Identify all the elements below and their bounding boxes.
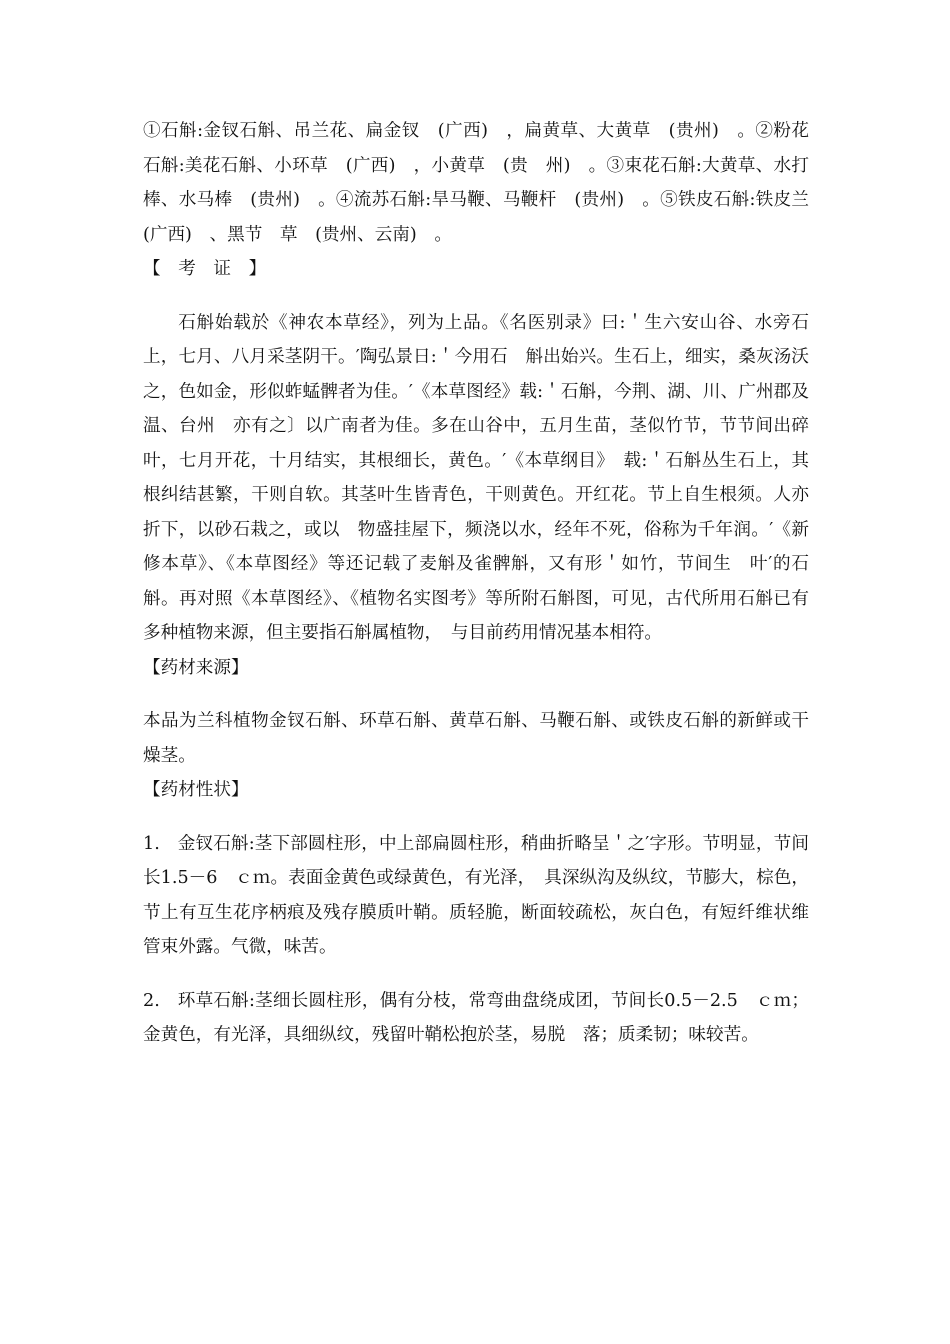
document-page bbox=[143, 114, 827, 1053]
traits-heading: 【药材性状】 bbox=[143, 780, 249, 800]
kaozheng-heading: 【 考 证 】 bbox=[143, 259, 267, 279]
traits-item-2: 2. 环草石斛:茎细长圆柱形，偶有分枝，常弯曲盘绕成团，节间长0.5－2.5 ｃｍ；金黄色，有光泽，具细纵纹，残留叶鞘松抱於茎，易脱 落；质柔韧；味较苦。 bbox=[143, 990, 809, 1045]
kaozheng-paragraph: 石斛始载於《神农本草经》，列为上品。《名医别录》曰:＇生六安山谷、水旁石上，七月、八月采茎阴干。′陶弘景日:＇今用石 斛出始兴。生石上，细实，桑灰汤沃之，色如金，形似蚱蜢髀者为佳。′《本草图经》载:＇石斛，今荆、湖、川、广州郡及温、台州 亦有之〕以广南者为佳。多在山谷中，五月生苗，茎似竹节，节节间出碎叶，七月开花，十月结实，其根细长，黄色。′《本草纲目》 载:＇石斛丛生石上，其根纠结甚繁，干则自软。其茎叶生皆青色，干则黄色。开红花。节上自生根须。人亦折下，以砂石栽之，或以 物盛挂屋下，频浇以水，经年不死，俗称为千年润。′《新修本草》、《本草图经》等还记载了麦斛及雀髀斛，又有形＇如竹，节间生 叶′的石斛。再对照《本草图经》、《植物名实图考》等所附石斛图，可见，古代所用石斛已有多种植物来源，但主要指石斛属植物， 与目前药用情况基本相符。 bbox=[143, 312, 809, 643]
aliases-paragraph: ①石斛:金钗石斛、吊兰花、扁金钗 (广西) ，扁黄草、大黄草 (贵州) 。②粉花石斛:美花石斛、小环草 (广西) ，小黄草 (贵 州) 。③束花石斛:大黄草、水打棒、水马棒 (贵州) 。④流苏石斛:旱马鞭、马鞭杆 (贵州) 。⑤铁皮石斛:铁皮兰 (广西) 、黑节 草 (贵州、云南) 。 bbox=[143, 121, 827, 245]
source-paragraph: 本品为兰科植物金钗石斛、环草石斛、黄草石斛、马鞭石斛、或铁皮石斛的新鲜或干燥茎。 bbox=[143, 711, 809, 766]
source-heading: 【药材来源】 bbox=[143, 657, 249, 678]
traits-item-1: 1. 金钗石斛:茎下部圆柱形，中上部扁圆柱形，稍曲折略呈＇之′字形。节明显，节间长1.5－6 ｃｍ。表面金黄色或绿黄色，有光泽， 具深纵沟及纵纹，节膨大，棕色，节上有互生花序柄痕及残存膜质叶鞘。质轻脆，断面较疏松，灰白色，有短纤维状维管束外露。气微，味苦。 bbox=[143, 833, 809, 957]
